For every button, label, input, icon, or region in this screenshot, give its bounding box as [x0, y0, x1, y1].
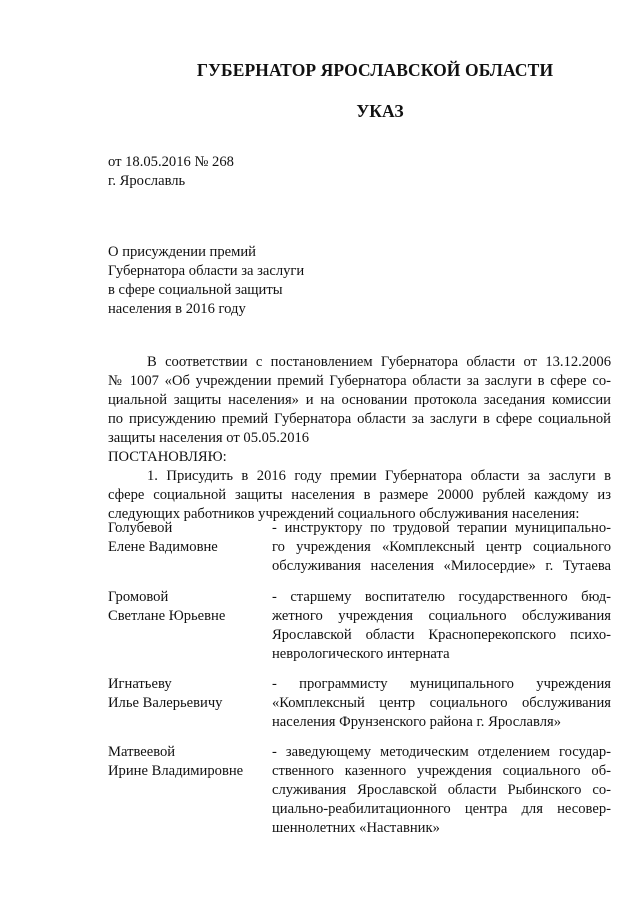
awardee-description	[272, 743, 611, 838]
decree-title	[108, 243, 304, 319]
awardee-given-name: Ирине Владимировне	[108, 763, 244, 779]
awardee-surname: Громовой	[108, 589, 169, 605]
decree-date-number: от 18.05.2016 № 268	[108, 154, 234, 170]
item-1-line: сфере социальной защиты населения в размере 20000 рублей каждому из	[108, 487, 611, 503]
preamble-line: В соответствии с постановлением Губернатора области от 13.12.2006	[147, 354, 611, 370]
title-line: населения в 2016 году	[108, 301, 246, 317]
description-line: населения Фрунзенского района г. Ярославля»	[272, 714, 562, 730]
description-line: «Комплексный центр социального обслуживания	[272, 695, 611, 711]
awardee-surname: Матвеевой	[108, 744, 176, 760]
description-line: шеннолетних «Наставник»	[272, 820, 440, 836]
decree-word: ПОСТАНОВЛЯЮ:	[108, 449, 227, 465]
awardee-name	[108, 588, 225, 626]
awardee-name	[108, 743, 243, 781]
awardee-description	[272, 675, 611, 732]
awardee-description	[272, 519, 611, 576]
preamble-line: по присуждению премий Губернатора области за заслуги в сфере социальной	[108, 411, 611, 427]
preamble-line: № 1007 «Об учреждении премий Губернатора области за заслуги в сфере со-	[108, 373, 611, 389]
decree-city: г. Ярославль	[108, 173, 186, 189]
title-line: в сфере социальной защиты	[108, 282, 283, 298]
description-line: неврологического интерната	[272, 646, 450, 662]
awardee-given-name: Елене Вадимовне	[108, 539, 218, 555]
description-line: - программисту муниципального учреждения	[272, 676, 611, 692]
description-line: циально-реабилитационного центра для несовер-	[272, 801, 611, 817]
item-1-line: 1. Присудить в 2016 году премии Губернатора области за заслуги в	[147, 468, 611, 484]
awardee-description	[272, 588, 611, 664]
awardee-surname: Игнатьеву	[108, 676, 172, 692]
description-line: - инструктору по трудовой терапии муниципально-	[272, 520, 611, 536]
description-line: ственного казенного учреждения социального об-	[272, 763, 611, 779]
awardee-given-name: Светлане Юрьевне	[108, 608, 226, 624]
description-line: го учреждения «Комплексный центр социального	[272, 539, 611, 555]
description-line: - старшему воспитателю государственного бюд-	[272, 589, 611, 605]
preamble-line: защиты населения от 05.05.2016	[108, 430, 310, 446]
title-line: О присуждении премий	[108, 244, 256, 260]
description-line: жетного учреждения социального обслуживания	[272, 608, 611, 624]
awardee-name	[108, 519, 218, 557]
title-line: Губернатора области за заслуги	[108, 263, 305, 279]
description-line: Ярославской области Красноперекопского психо-	[272, 627, 611, 643]
item-1-line: следующих работников учреждений социального обслуживания населения:	[108, 506, 580, 522]
awardee-surname: Голубевой	[108, 520, 173, 536]
description-line: служивания Ярославской области Рыбинского со-	[272, 782, 611, 798]
awardee-name	[108, 675, 222, 713]
decree-heading: УКАЗ	[356, 101, 404, 121]
description-line: - заведующему методическим отделением государ-	[272, 744, 611, 760]
governor-heading: ГУБЕРНАТОР ЯРОСЛАВСКОЙ ОБЛАСТИ	[196, 60, 554, 80]
description-line: обслуживания населения «Милосердие» г. Тутаева	[272, 558, 611, 574]
awardee-given-name: Илье Валерьевичу	[108, 695, 223, 711]
preamble-line: циальной защиты населения» и на основании протокола заседания комиссии	[108, 392, 611, 408]
